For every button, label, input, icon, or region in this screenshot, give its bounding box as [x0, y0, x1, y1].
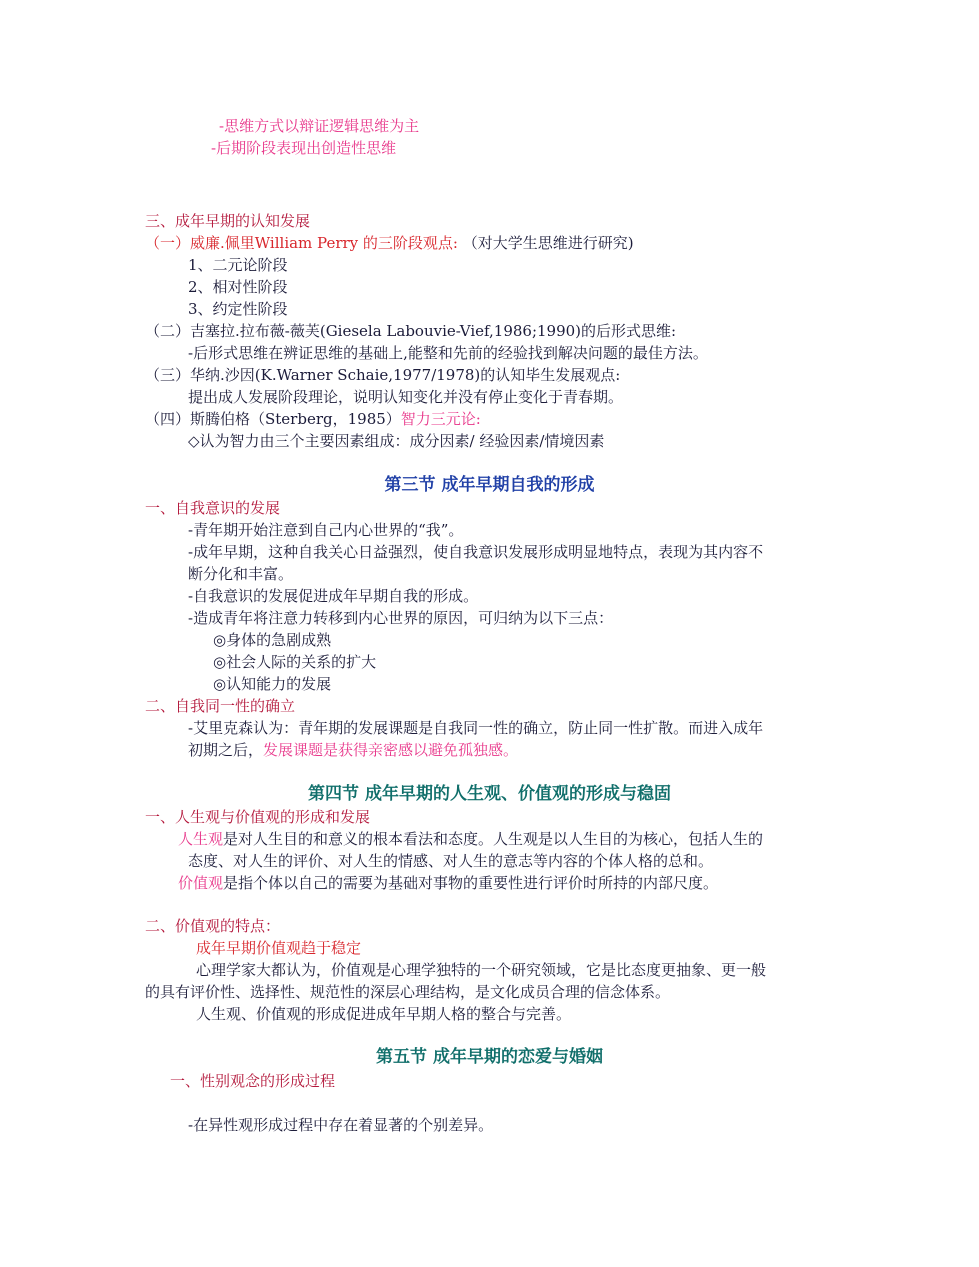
sternberg-line	[145, 408, 481, 430]
self-awareness-title: 一、自我意识的发展	[145, 499, 281, 517]
gender-concept-title: 一、性别观念的形成过程	[170, 1072, 336, 1090]
values-para-2: 的具有评价性、选择性、规范性的深层心理结构，是文化成员合理的信念体系。	[145, 983, 671, 1001]
values-stable: 成年早期价值观趋于稳定	[196, 939, 362, 957]
gender-concept-point: -在异性观形成过程中存在着显著的个别差异。	[188, 1116, 494, 1134]
self-awareness-point-3: -自我意识的发展促进成年早期自我的形成。	[188, 587, 479, 605]
self-awareness-point-4: -造成青年将注意力转移到内心世界的原因，可归纳为以下三点：	[188, 609, 614, 627]
top-line-1: -思维方式以辩证逻辑思维为主	[219, 117, 420, 135]
erikson-line-1: -艾里克森认为：青年期的发展课题是自我同一性的确立，防止同一性扩散。而进入成年	[188, 719, 764, 737]
section-heading-5: 第五节 成年早期的恋爱与婚姻	[376, 1047, 603, 1067]
sternberg-title: （四）斯腾伯格（Sterberg，1985）	[145, 410, 401, 428]
schaie-detail: 提出成人发展阶段理论，说明认知变化并没有停止变化于青春期。	[188, 388, 624, 406]
section-heading-4: 第四节 成年早期的人生观、价值观的形成与稳固	[308, 784, 671, 804]
value-view-line	[178, 872, 718, 894]
value-view-def: 是指个体以自己的需要为基础对事物的重要性进行评价时所持的内部尺度。	[223, 874, 719, 892]
perry-line	[145, 232, 634, 254]
reason-1: ◎身体的急剧成熟	[213, 631, 332, 649]
erikson-line-2	[188, 739, 518, 761]
life-view-line-1	[178, 828, 763, 850]
values-para-1: 心理学家大都认为，价值观是心理学独特的一个研究领域，它是比态度更抽象、更一般	[196, 961, 767, 979]
life-view-def: 是对人生目的和意义的根本看法和态度。人生观是以人生目的为核心，包括人生的	[223, 830, 764, 848]
reason-2: ◎社会人际的关系的扩大	[213, 653, 377, 671]
section-3-title: 三、成年早期的认知发展	[145, 212, 311, 230]
reason-3: ◎认知能力的发展	[213, 675, 332, 693]
self-awareness-point-2b: 断分化和丰富。	[188, 565, 294, 583]
life-view-term: 人生观	[178, 830, 224, 848]
perry-stage-1: 1、二元论阶段	[188, 256, 288, 274]
perry-title: （一）威廉.佩里William Perry 的三阶段观点:	[145, 234, 458, 252]
intimacy-task: 发展课题是获得亲密感以避免孤独感。	[263, 741, 519, 759]
value-view-term: 价值观	[178, 874, 224, 892]
sternberg-detail: ◇认为智力由三个主要因素组成：成分因素/ 经验因素/情境因素	[188, 432, 605, 450]
perry-stage-3: 3、约定性阶段	[188, 300, 288, 318]
values-formation-title: 一、人生观与价值观的形成和发展	[145, 808, 371, 826]
identity-title: 二、自我同一性的确立	[145, 697, 296, 715]
values-traits-title: 二、价值观的特点：	[145, 917, 281, 935]
life-view-line-2: 态度、对人生的评价、对人生的情感、对人生的意志等内容的个体人格的总和。	[188, 852, 714, 870]
perry-note: （对大学生思维进行研究)	[462, 234, 634, 252]
values-para-3: 人生观、价值观的形成促进成年早期人格的整合与完善。	[196, 1005, 572, 1023]
triarchic-label: 智力三元论:	[400, 410, 481, 428]
perry-stage-2: 2、相对性阶段	[188, 278, 288, 296]
erikson-line-2-lead: 初期之后，	[188, 741, 264, 759]
self-awareness-point-1: -青年期开始注意到自己内心世界的“我”。	[188, 521, 464, 539]
section-heading-3: 第三节 成年早期自我的形成	[384, 475, 595, 495]
top-line-2: -后期阶段表现出创造性思维	[211, 139, 397, 157]
labouvie-title: （二）吉塞拉.拉布薇-薇芙(Giesela Labouvie-Vief,1986;1990)的后形式思维:	[145, 322, 677, 340]
self-awareness-point-2a: -成年早期，这种自我关心日益强烈，使自我意识发展形成明显地特点，表现为其内容不	[188, 543, 764, 561]
schaie-title: （三）华纳.沙因(K.Warner Schaie,1977/1978)的认知毕生发展观点:	[145, 366, 621, 384]
labouvie-detail: -后形式思维在辨证思维的基础上,能整和先前的经验找到解决问题的最佳方法。	[188, 344, 708, 362]
